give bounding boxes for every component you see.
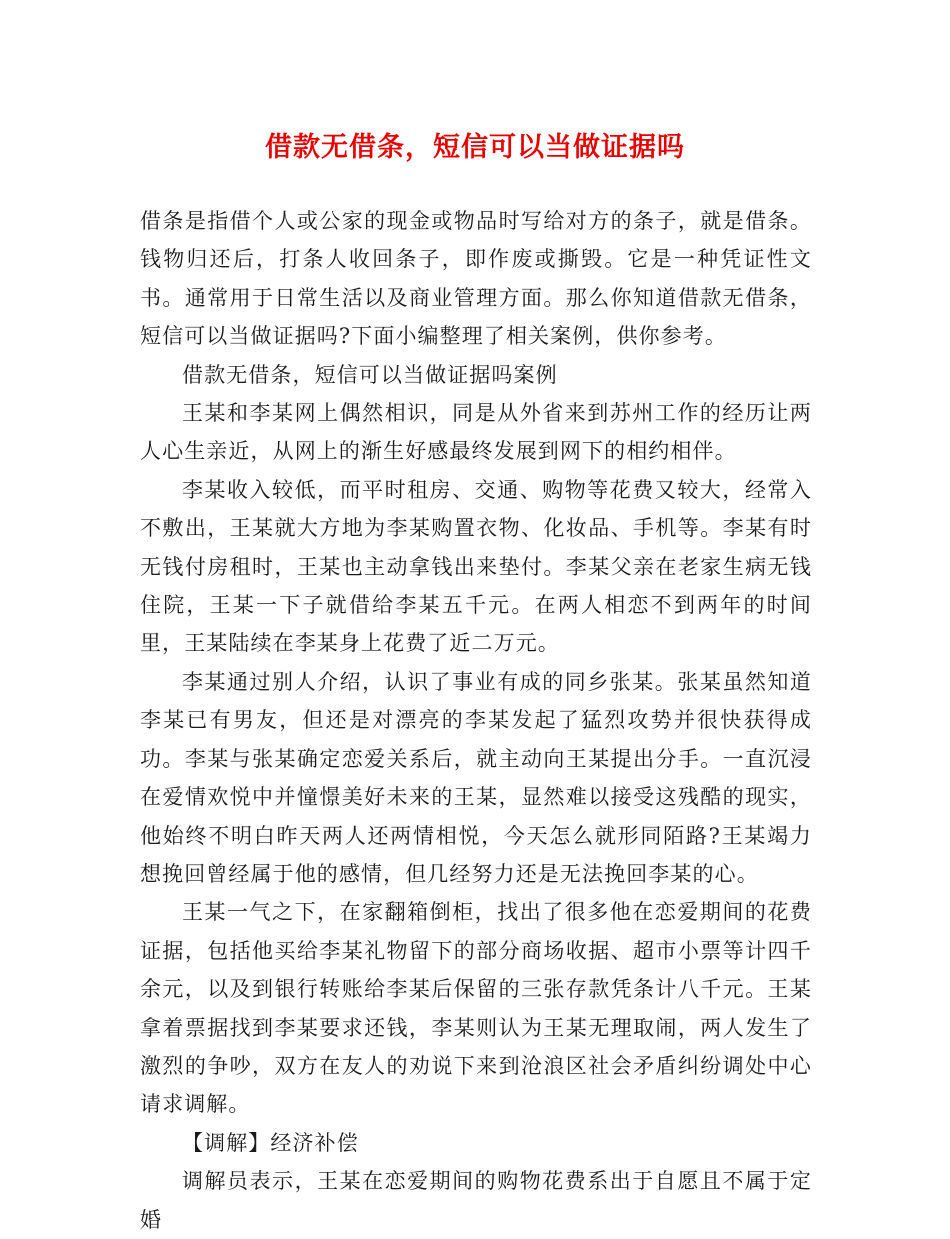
paragraph-mediation-heading: 【调解】经济补偿 [182,1130,359,1155]
document-body [140,202,812,1239]
paragraph-intro: 借条是指借个人或公家的现金或物品时写给对方的条子，就是借条。钱物归还后，打条人收回条子，即作废或撕毁。它是一种凭证性文书。通常用于日常生活以及商业管理方面。那么你知道借款无借条，短信可以当做证据吗?下面小编整理了相关案例，供你参考。 [140,209,812,349]
paragraph-case-heading: 借款无借条，短信可以当做证据吗案例 [182,362,558,387]
paragraph-evidence: 王某一气之下，在家翻箱倒柜，找出了很多他在恋爱期间的花费证据，包括他买给李某礼物留下的部分商场收据、超市小票等计四千余元，以及到银行转账给李某后保留的三张存款凭条计八千元。王某拿着票据找到李某要求还钱，李某则认为王某无理取闹，两人发生了激烈的争吵，双方在友人的劝说下来到沧浪区社会矛盾纠纷调处中心请求调解。 [140,900,812,1117]
paragraph-spending: 李某收入较低，而平时租房、交通、购物等花费又较大，经常入不敷出，王某就大方地为李某购置衣物、化妆品、手机等。李某有时无钱付房租时，王某也主动拿钱出来垫付。李某父亲在老家生病无钱住院，王某一下子就借给李某五千元。在两人相恋不到两年的时间里，王某陆续在李某身上花费了近二万元。 [140,477,812,656]
document-title: 借款无借条，短信可以当做证据吗 [265,132,685,163]
paragraph-meeting: 王某和李某网上偶然相识，同是从外省来到苏州工作的经历让两人心生亲近，从网上的渐生好感最终发展到网下的相约相伴。 [140,401,812,464]
paragraph-breakup: 李某通过别人介绍，认识了事业有成的同乡张某。张某虽然知道李某已有男友，但还是对漂亮的李某发起了猛烈攻势并很快获得成功。李某与张某确定恋爱关系后，就主动向王某提出分手。一直沉浸在爱情欢悦中并憧憬美好未来的王某，显然难以接受这残酷的现实，他始终不明白昨天两人还两情相悦，今天怎么就形同陌路?王某竭力想挽回曾经属于他的感情，但几经努力还是无法挽回李某的心。 [140,669,812,886]
paragraph-mediation: 调解员表示，王某在恋爱期间的购物花费系出于自愿且不属于定婚 [140,1169,812,1232]
